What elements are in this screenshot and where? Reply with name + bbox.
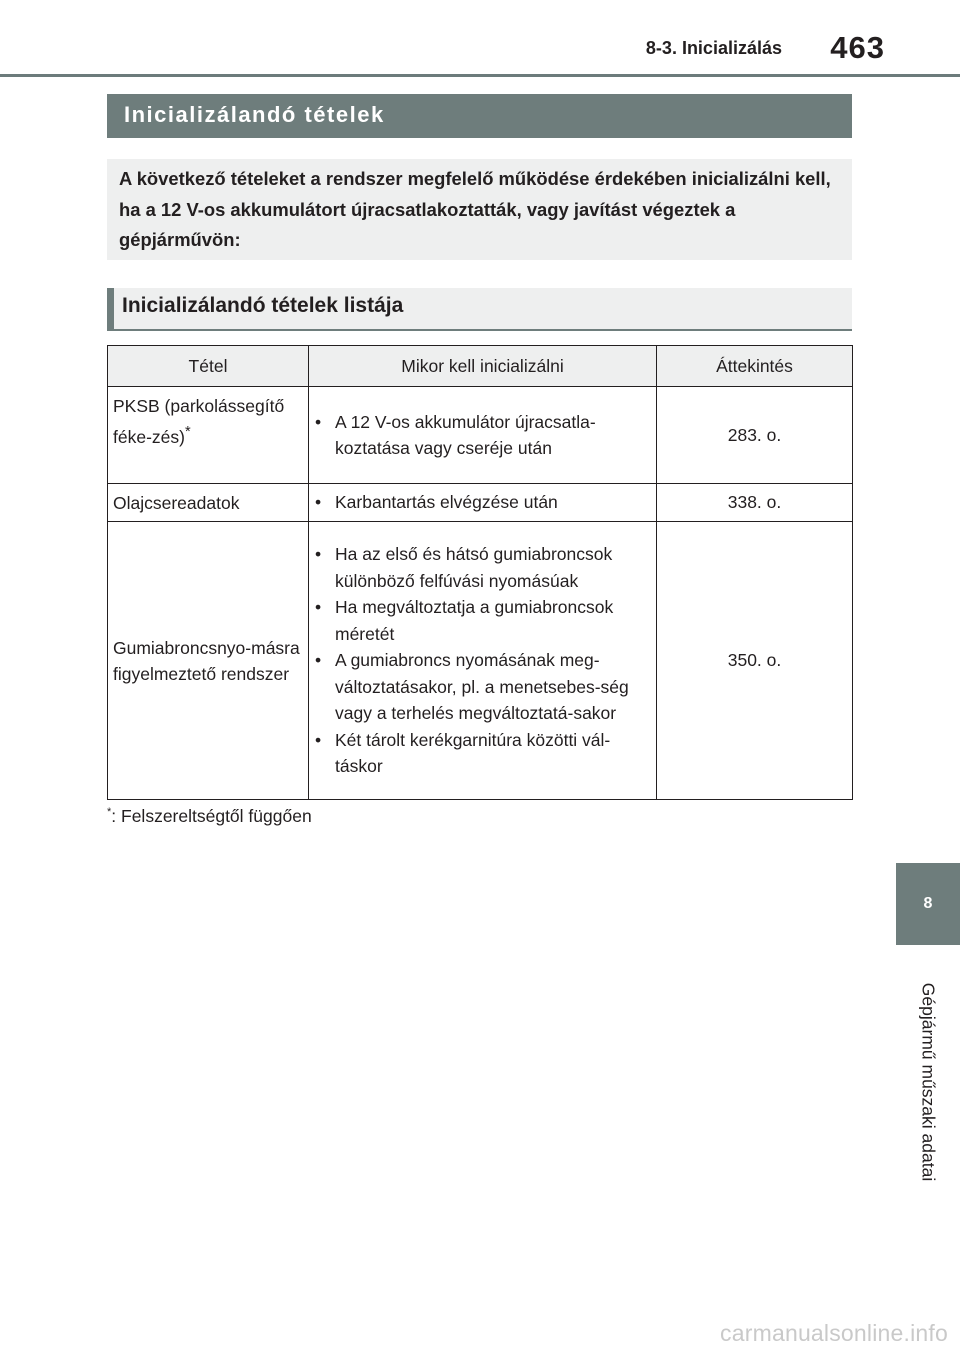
list-subheading: Inicializálandó tételek listája [107, 288, 852, 331]
table-row [108, 387, 853, 484]
list-item: • A gumiabroncs nyomásának meg-változtatásakor, pl. a menetsebes-ség vagy a terhelés megváltoztatá-sakor [315, 647, 652, 727]
list-item: • Két tárolt kerékgarnitúra közötti vál-táskor [315, 727, 652, 780]
watermark: carmanualsonline.info [720, 1320, 948, 1346]
when-cell [309, 387, 657, 484]
list-item: • Karbantartás elvégzése után [315, 489, 652, 516]
when-cell [309, 522, 657, 800]
table-header-when: Mikor kell inicializálni [309, 346, 657, 387]
header-divider [0, 74, 960, 77]
item-name: Olajcsereadatok [113, 492, 240, 513]
page-reference: 338. o. [657, 484, 853, 522]
table-header-item: Tétel [108, 346, 309, 387]
chapter-label: Gépjármű műszaki adatai [918, 982, 939, 1182]
page-number: 463 [830, 30, 885, 65]
list-item: • Ha megváltoztatja a gumiabroncsok méretét [315, 594, 652, 647]
initialization-table [107, 345, 853, 800]
table-header-row [108, 346, 853, 387]
footnote [107, 806, 312, 827]
footnote-marker: * [184, 424, 191, 440]
table-row [108, 522, 853, 800]
list-item: • A 12 V-os akkumulátor újracsatla-koztatása vagy cseréje után [315, 409, 652, 462]
when-cell [309, 484, 657, 522]
item-cell [108, 387, 309, 484]
section-banner: Inicializálandó tételek [107, 94, 852, 138]
chapter-tab: 8 [896, 863, 960, 945]
page-reference: 350. o. [657, 522, 853, 800]
table-row [108, 484, 853, 522]
item-name: PKSB (parkolássegítő féke-zés) [113, 396, 285, 447]
page-reference: 283. o. [657, 387, 853, 484]
table-header-overview: Áttekintés [657, 346, 853, 387]
item-name: Gumiabroncsnyo-másra figyelmeztető rendszer [113, 637, 300, 684]
intro-text: A következő tételeket a rendszer megfelelő működése érdekében inicializálni kell, ha a 12 V-os akkumulátort újracsatlakoztatták, vagy javítást végeztek a gépjárművön: [107, 159, 852, 260]
footnote-mark: * [107, 806, 112, 819]
item-cell [108, 484, 309, 522]
list-item: • Ha az első és hátsó gumiabroncsok különböző felfúvási nyomásúak [315, 541, 652, 594]
footnote-text: : Felszereltségtől függően [111, 806, 312, 826]
header-section-title: 8-3. Inicializálás [645, 38, 782, 58]
item-cell [108, 522, 309, 800]
